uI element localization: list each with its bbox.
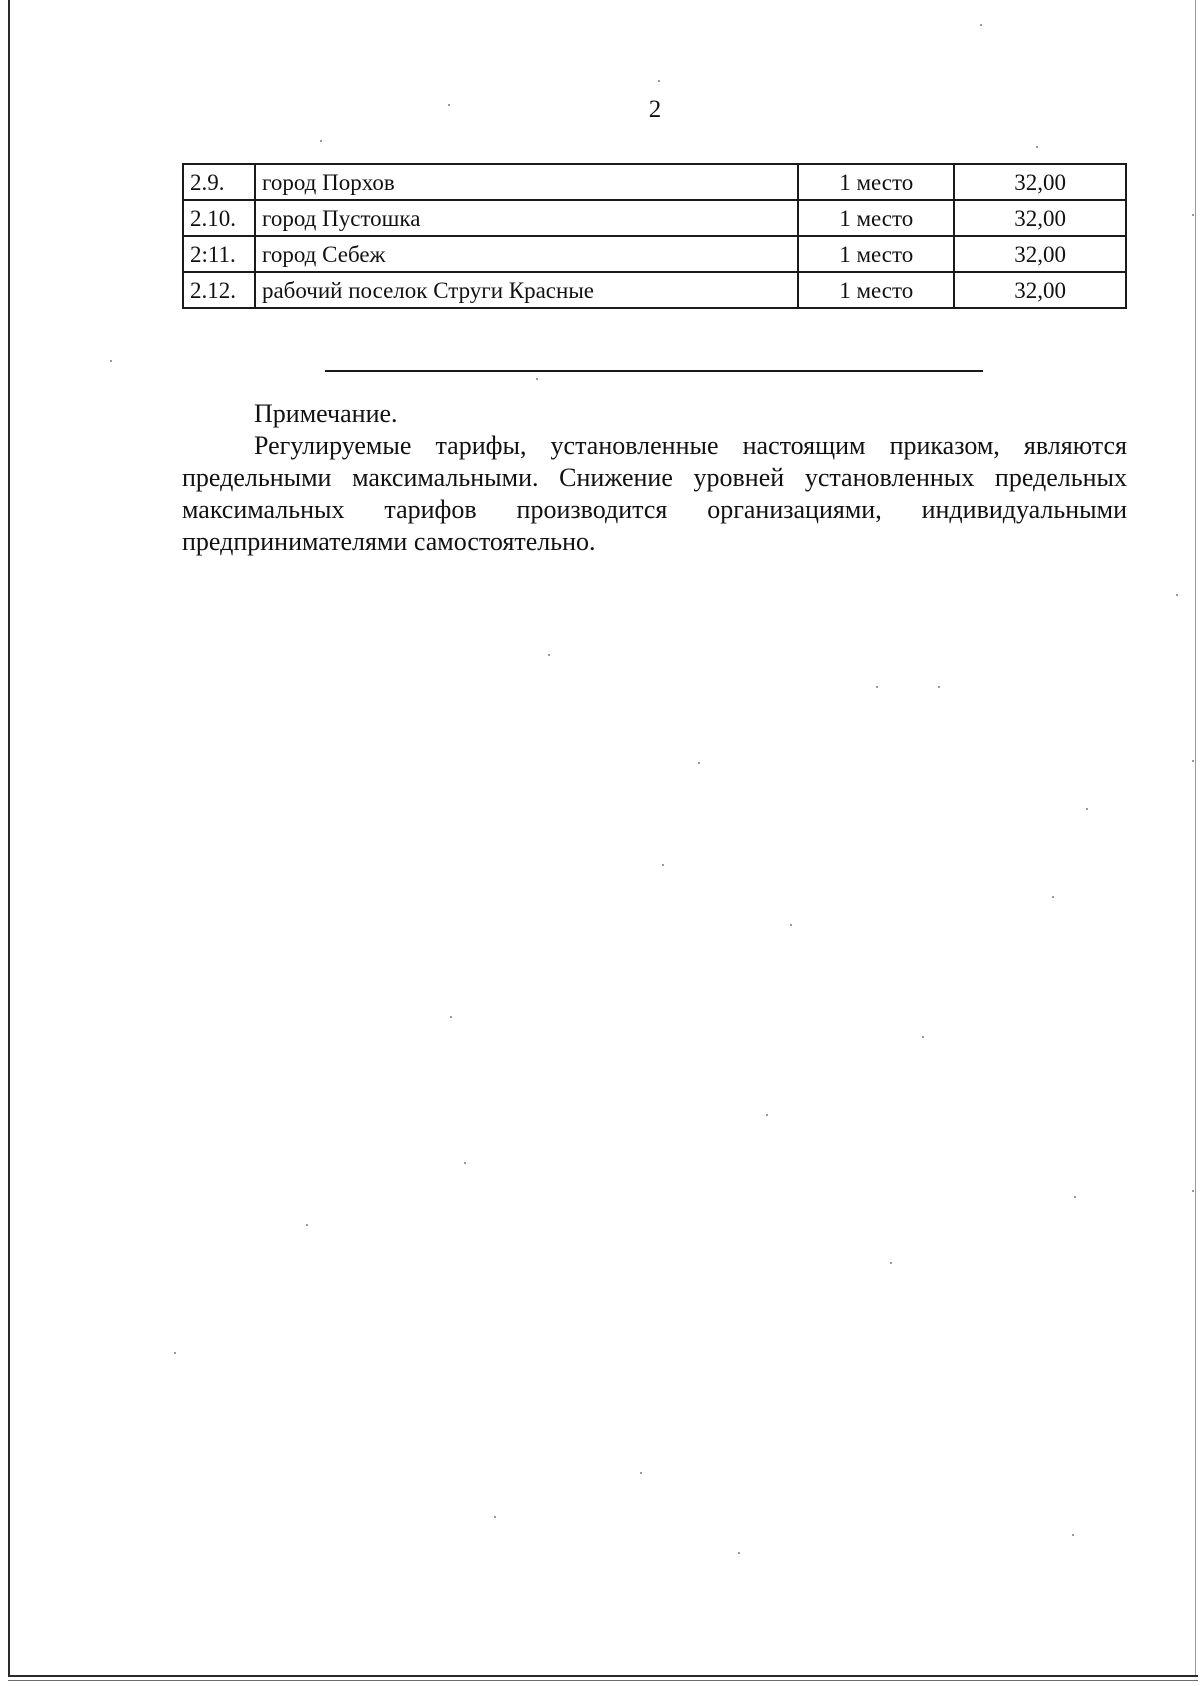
scan-speck	[876, 686, 878, 688]
note-title: Примечание.	[254, 399, 398, 428]
row-price: 32,00	[954, 272, 1126, 308]
scan-speck	[174, 1352, 176, 1354]
note-text: Регулируемые тарифы, установленные настоящим приказом, являются предельными максимальными. Снижение уровней установленных предельных максимальных тарифов производится организациями, индивидуальными предпринимателями самостоятельно.	[182, 431, 1127, 556]
scan-speck	[738, 1552, 740, 1554]
page-number: 2	[648, 96, 662, 123]
scan-speck	[464, 1162, 466, 1164]
scan-speck	[1192, 1190, 1194, 1192]
scan-speck	[1192, 214, 1194, 216]
row-number: 2.12.	[183, 272, 255, 308]
scan-edge-bottom	[8, 1675, 1198, 1677]
scan-speck	[790, 924, 792, 926]
table-row	[183, 200, 1126, 236]
scan-speck	[1052, 896, 1054, 898]
row-price: 32,00	[954, 200, 1126, 236]
scan-speck	[448, 104, 450, 106]
row-locality: рабочий поселок Струги Красные	[255, 272, 798, 308]
scan-speck	[640, 1472, 642, 1474]
table-row	[183, 272, 1126, 308]
note-block	[182, 398, 1127, 558]
table-row	[183, 236, 1126, 272]
scan-speck	[1072, 1534, 1074, 1536]
row-number: 2.9.	[183, 164, 255, 200]
scan-speck	[494, 1516, 496, 1518]
scan-speck	[922, 1036, 924, 1038]
scan-speck	[320, 140, 322, 142]
scan-speck	[110, 360, 112, 362]
scan-speck	[662, 864, 664, 866]
row-unit: 1 место	[798, 272, 954, 308]
scan-edge-right	[1195, 0, 1196, 1677]
scan-speck	[306, 1224, 308, 1226]
scan-speck	[658, 80, 660, 82]
separator-line	[325, 370, 983, 372]
row-unit: 1 место	[798, 164, 954, 200]
row-locality: город Пустошка	[255, 200, 798, 236]
row-number: 2:11.	[183, 236, 255, 272]
scan-speck	[1176, 594, 1178, 596]
scan-speck	[766, 1114, 768, 1116]
scan-speck	[980, 24, 982, 26]
row-unit: 1 место	[798, 236, 954, 272]
row-number: 2.10.	[183, 200, 255, 236]
scan-edge-bottom-inner	[8, 1680, 1198, 1681]
row-unit: 1 место	[798, 200, 954, 236]
scan-speck	[698, 762, 700, 764]
scan-speck	[1192, 760, 1194, 762]
row-price: 32,00	[954, 236, 1126, 272]
row-locality: город Порхов	[255, 164, 798, 200]
scan-speck	[536, 378, 538, 380]
scan-speck	[450, 1016, 452, 1018]
row-locality: город Себеж	[255, 236, 798, 272]
scan-speck	[938, 686, 940, 688]
row-price: 32,00	[954, 164, 1126, 200]
scan-speck	[548, 654, 550, 656]
scan-speck	[1036, 146, 1038, 148]
scan-edge-left	[8, 0, 10, 1676]
scan-speck	[890, 1262, 892, 1264]
tariff-table	[182, 163, 1127, 309]
scan-speck	[1074, 1196, 1076, 1198]
scan-speck	[1086, 808, 1088, 810]
table-row	[183, 164, 1126, 200]
